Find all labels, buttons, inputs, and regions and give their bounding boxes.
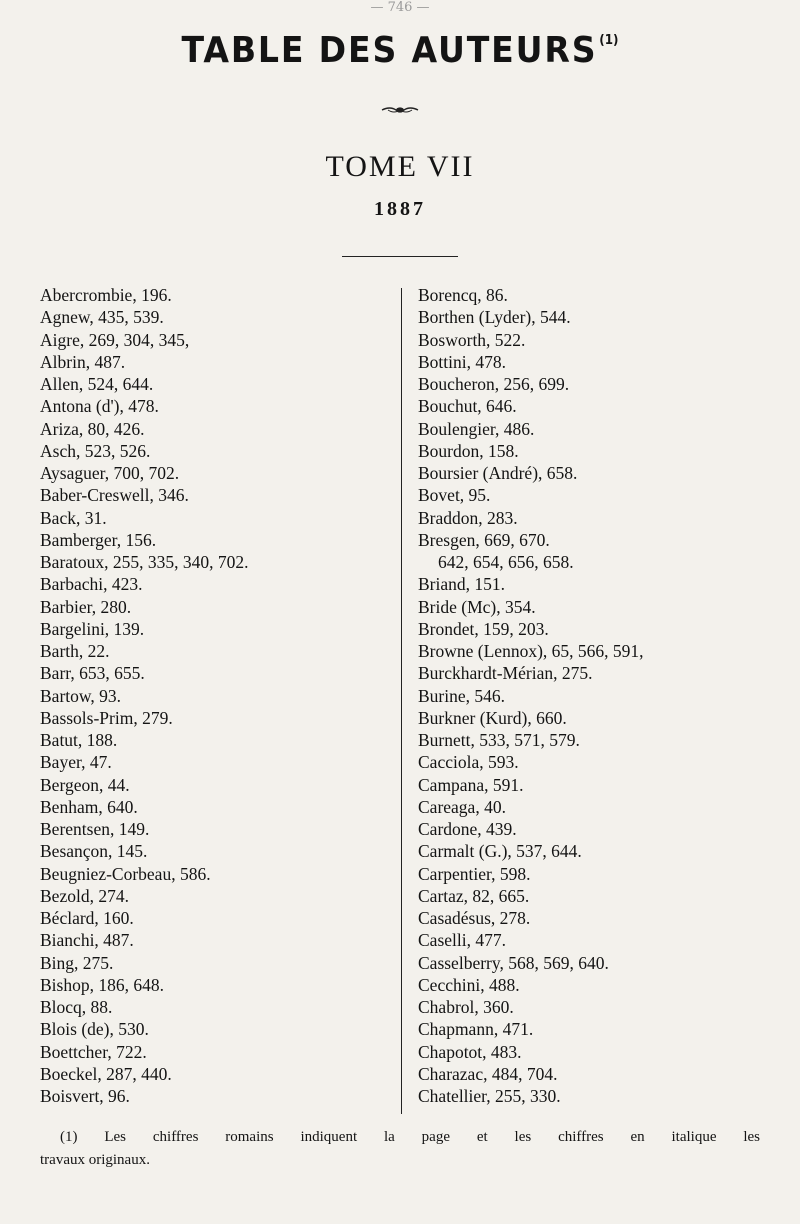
volume-title: TOME VII (325, 150, 475, 183)
author-entry: Benham, 640. (40, 796, 138, 817)
author-entry: Cartaz, 82, 665. (418, 885, 530, 906)
author-entry: Blocq, 88. (40, 997, 113, 1017)
footnote-marker: (1) (599, 33, 619, 48)
author-entry: 642, 654, 656, 658. (438, 552, 574, 572)
author-entry: Baratoux, 255, 335, 340, 702. (40, 552, 249, 572)
author-entry: Carpentier, 598. (418, 863, 531, 884)
author-entry: Chabrol, 360. (418, 997, 514, 1017)
author-entry: Bresgen, 669, 670. (418, 529, 550, 550)
author-entry: Aysaguer, 700, 702. (40, 463, 180, 483)
author-entry: Burkner (Kurd), 660. (418, 707, 567, 728)
author-entry: Casselberry, 568, 569, 640. (418, 952, 609, 973)
author-entry: Carmalt (G.), 537, 644. (418, 841, 582, 862)
author-entry: Ariza, 80, 426. (40, 418, 145, 439)
author-entry: Barr, 653, 655. (40, 663, 145, 684)
author-entry: Bassols-Prim, 279. (40, 707, 173, 728)
author-entry: Back, 31. (40, 507, 107, 528)
author-entry: Careaga, 40. (418, 796, 506, 817)
author-entry: Batut, 188. (40, 730, 118, 750)
author-entry: Antona (d'), 478. (40, 396, 159, 417)
author-entry: Brondet, 159, 203. (418, 618, 549, 639)
author-entry: Bing, 275. (40, 952, 114, 973)
author-entry: Bovet, 95. (418, 485, 491, 506)
author-entry: Cacciola, 593. (418, 752, 519, 773)
author-entry: Burnett, 533, 571, 579. (418, 730, 580, 750)
author-entry: Barbachi, 423. (40, 574, 143, 595)
author-entry: Beugniez-Corbeau, 586. (40, 863, 211, 884)
author-entry: Browne (Lennox), 65, 566, 591, (418, 641, 644, 661)
title-rule (342, 256, 458, 257)
page-number: — 746 — (370, 0, 430, 15)
author-entry: Asch, 523, 526. (40, 440, 151, 461)
author-entry: Campana, 591. (418, 774, 524, 795)
ornament-icon (380, 104, 420, 116)
author-entry: Briand, 151. (418, 574, 506, 595)
author-entry: Bergeon, 44. (40, 774, 130, 795)
author-list-right (418, 284, 778, 1107)
author-list-left (40, 284, 390, 1107)
author-entry: Bride (Mc), 354. (418, 596, 536, 617)
author-entry: Cardone, 439. (418, 819, 517, 839)
author-entry: Boursier (André), 658. (418, 463, 578, 483)
author-entry: Bosworth, 522. (418, 329, 526, 350)
author-entry: Albrin, 487. (40, 351, 126, 372)
author-entry: Blois (de), 530. (40, 1019, 149, 1040)
footnote-line: travaux originaux. (40, 1152, 150, 1168)
author-entry: Casadésus, 278. (418, 908, 531, 928)
author-entry: Baber-Creswell, 346. (40, 485, 189, 506)
author-entry: Braddon, 283. (418, 507, 518, 528)
author-entry: Boisvert, 96. (40, 1086, 130, 1106)
page-title-text: TABLE DES AUTEURS (181, 30, 598, 71)
column-divider (401, 288, 402, 1114)
page-title (32, 30, 768, 71)
author-entry: Besançon, 145. (40, 841, 148, 862)
author-entry: Bezold, 274. (40, 885, 129, 906)
author-entry: Borencq, 86. (418, 285, 508, 305)
author-entry: Bartow, 93. (40, 685, 122, 706)
author-entry: Allen, 524, 644. (40, 374, 154, 394)
author-entry: Bamberger, 156. (40, 529, 157, 550)
author-entry: Boeckel, 287, 440. (40, 1063, 172, 1084)
footnote-line: (1) Les chiffres romains indiquent la page et les chiffres en italique les (60, 1129, 760, 1145)
author-entry: Abercrombie, 196. (40, 285, 172, 305)
author-entry: Barth, 22. (40, 641, 110, 661)
author-entry: Bianchi, 487. (40, 930, 134, 951)
footnote (40, 1126, 760, 1172)
author-entry: Caselli, 477. (418, 930, 506, 951)
author-entry: Bourdon, 158. (418, 440, 519, 461)
author-entry: Boulengier, 486. (418, 418, 535, 439)
author-entry: Bishop, 186, 648. (40, 974, 164, 995)
author-entry: Boettcher, 722. (40, 1041, 147, 1062)
author-entry: Bottini, 478. (418, 351, 506, 372)
author-entry: Béclard, 160. (40, 908, 134, 928)
author-entry: Chatellier, 255, 330. (418, 1086, 561, 1106)
author-entry: Bayer, 47. (40, 752, 112, 773)
author-entry: Agnew, 435, 539. (40, 307, 164, 328)
author-entry: Aigre, 269, 304, 345, (40, 329, 190, 350)
author-entry: Chapotot, 483. (418, 1041, 522, 1062)
author-entry: Charazac, 484, 704. (418, 1063, 558, 1084)
author-entry: Chapmann, 471. (418, 1019, 534, 1040)
volume-year: 1887 (374, 198, 426, 220)
author-entry: Barbier, 280. (40, 596, 132, 617)
author-entry: Borthen (Lyder), 544. (418, 307, 571, 328)
author-entry: Cecchini, 488. (418, 974, 520, 995)
author-entry: Bouchut, 646. (418, 396, 517, 417)
author-entry: Boucheron, 256, 699. (418, 374, 570, 394)
author-entry: Berentsen, 149. (40, 819, 150, 839)
author-entry: Burckhardt-Mérian, 275. (418, 663, 593, 684)
author-entry: Burine, 546. (418, 685, 506, 706)
author-entry: Bargelini, 139. (40, 618, 145, 639)
